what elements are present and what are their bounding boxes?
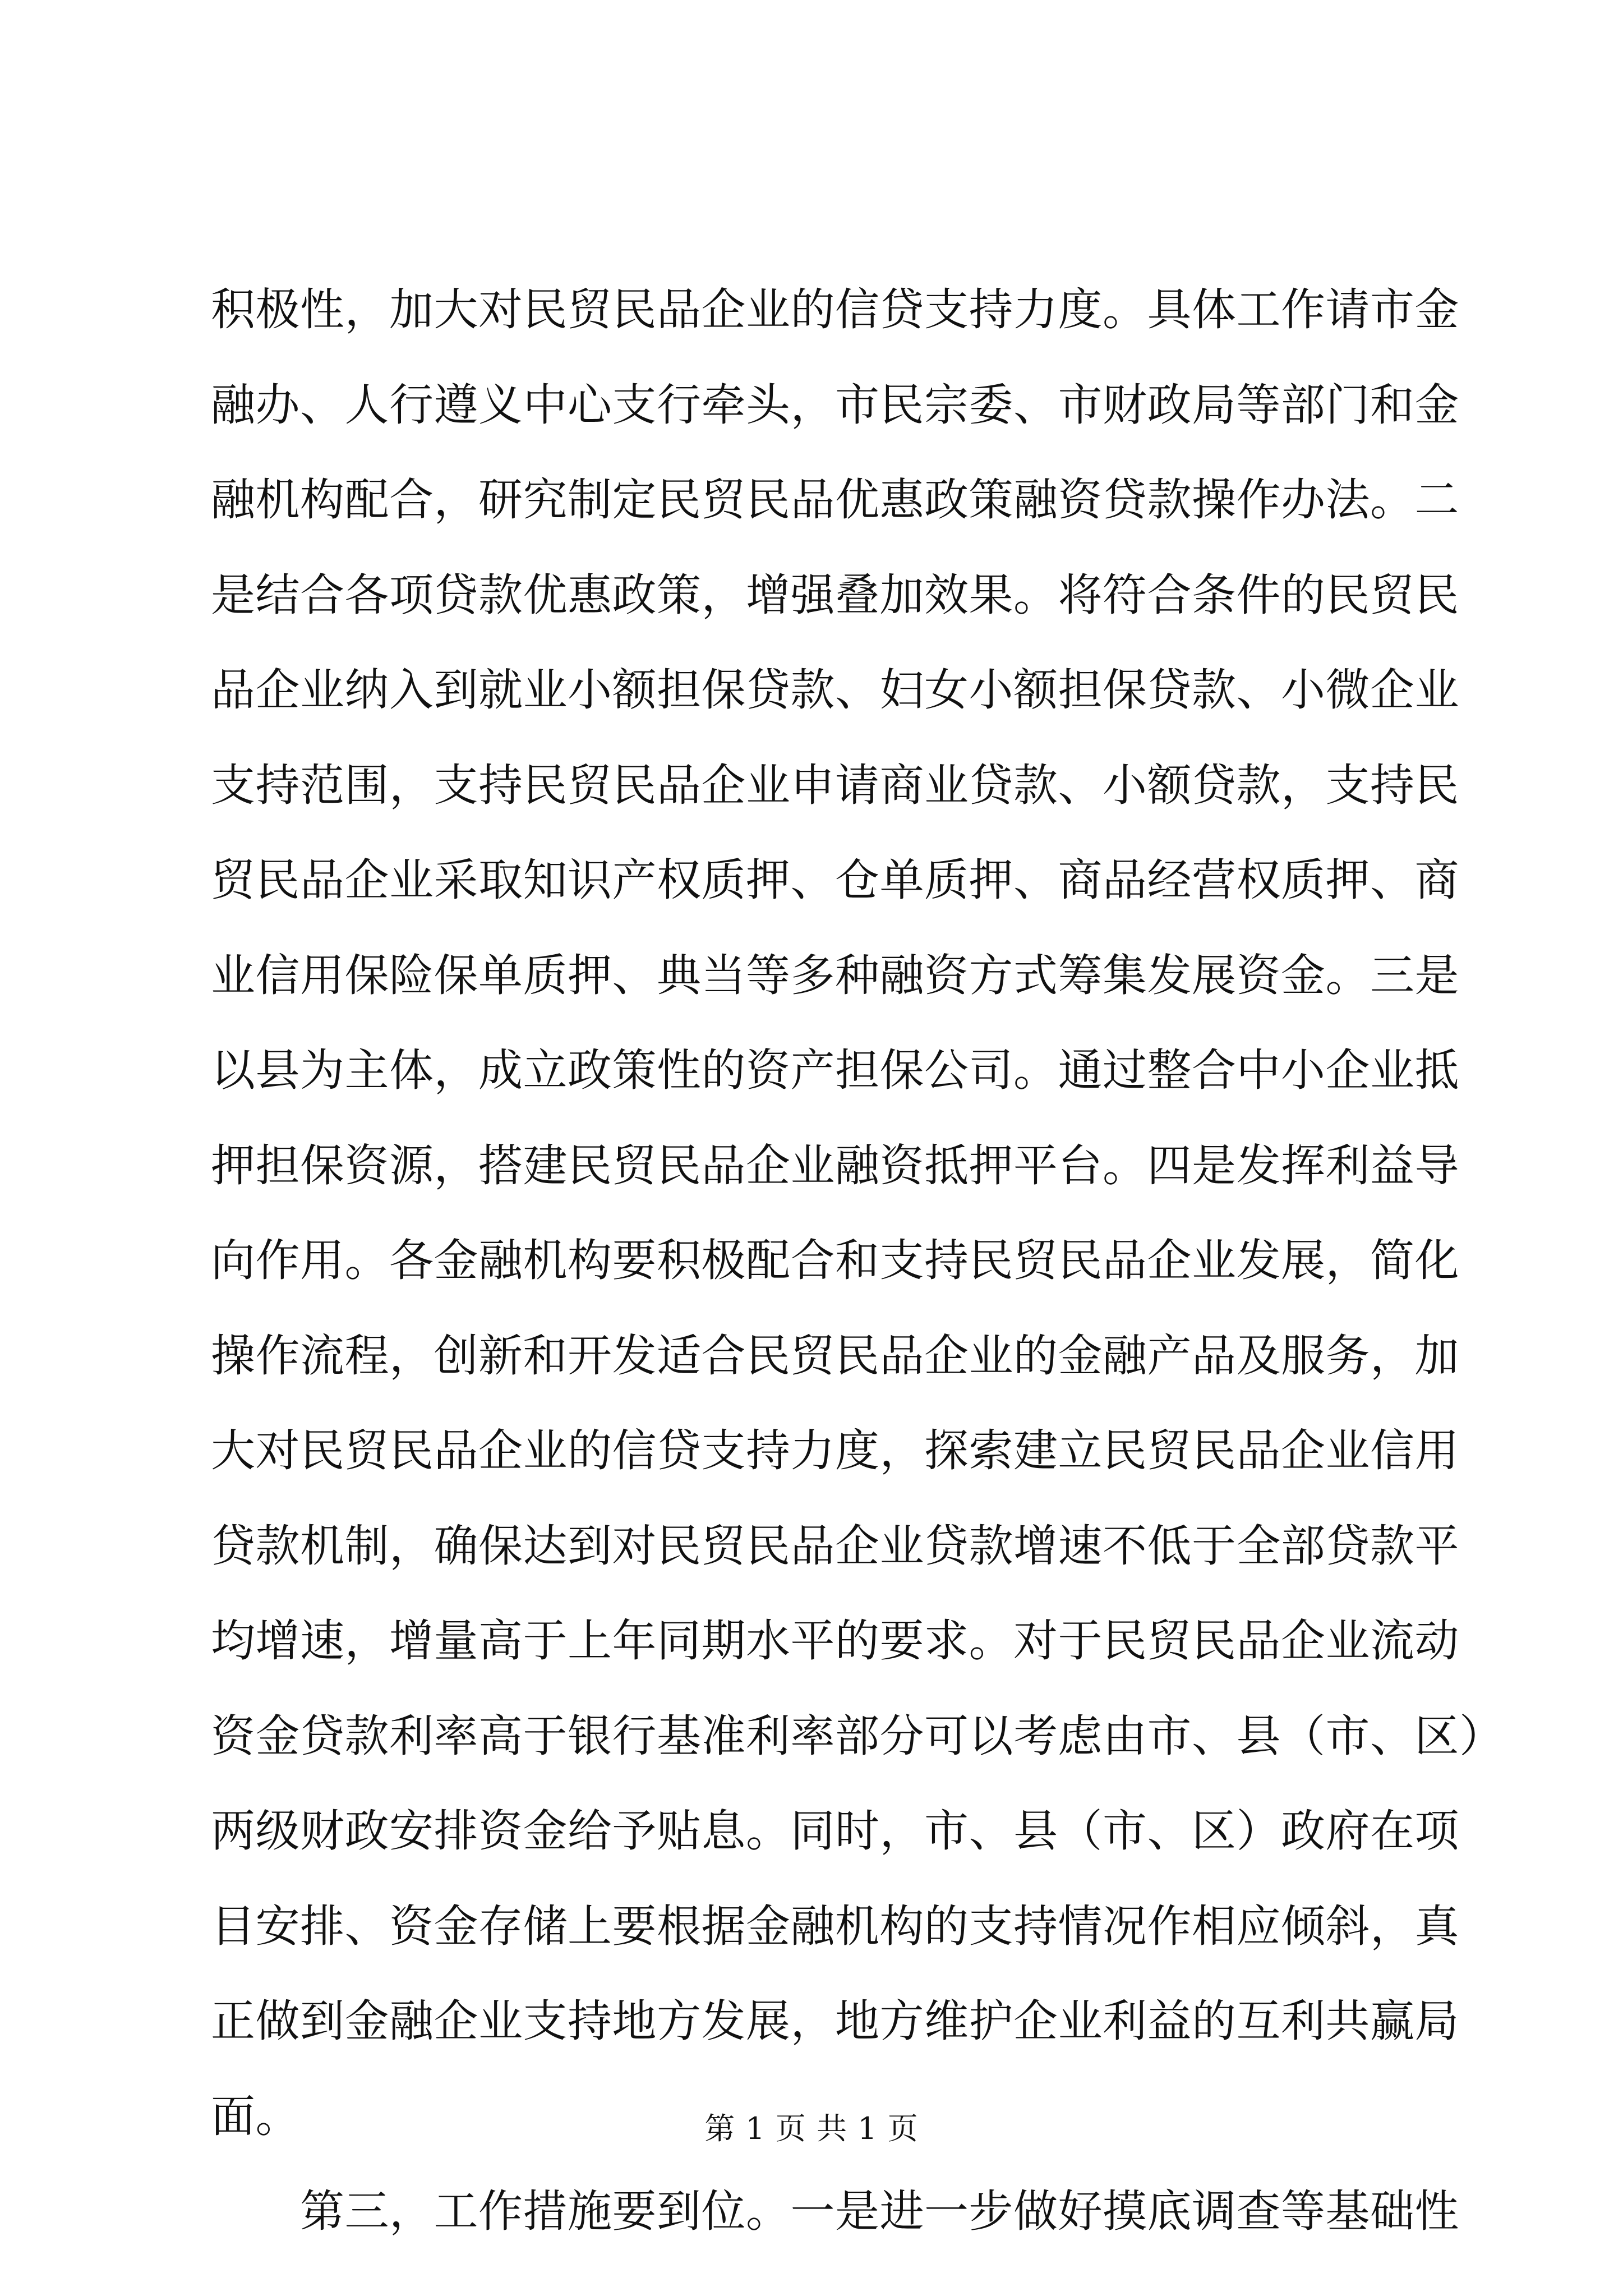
text-line: 以县为主体，成立政策性的资产担保公司。通过整合中小企业抵 (211, 1045, 1459, 1096)
text-line: 融办、人行遵义中心支行牵头，市民宗委、市财政局等部门和金 (211, 379, 1459, 431)
text-line: 面。 (211, 2090, 300, 2142)
page-footer: 第 1 页 共 1 页 (704, 2111, 919, 2146)
text-line: 正做到金融企业支持地方发展，地方维护企业利益的互利共赢局 (211, 1995, 1459, 2047)
text-line: 目安排、资金存储上要根据金融机构的支持情况作相应倾斜，真 (211, 1900, 1459, 1952)
document-body (211, 263, 1504, 2260)
text-line: 两级财政安排资金给予贴息。同时，市、县（市、区）政府在项 (211, 1805, 1459, 1857)
text-line: 业信用保险保单质押、典当等多种融资方式筹集发展资金。三是 (211, 949, 1459, 1001)
text-line: 支持范围，支持民贸民品企业申请商业贷款、小额贷款，支持民 (211, 759, 1459, 811)
text-line: 积极性，加大对民贸民品企业的信贷支持力度。具体工作请市金 (211, 284, 1459, 335)
text-line: 资金贷款利率高于银行基准利率部分可以考虑由市、县（市、区） (211, 1710, 1504, 1762)
text-line: 是结合各项贷款优惠政策，增强叠加效果。将符合条件的民贸民 (211, 569, 1459, 621)
text-line: 押担保资源，搭建民贸民品企业融资抵押平台。四是发挥利益导 (211, 1139, 1459, 1191)
text-line: 贷款机制，确保达到对民贸民品企业贷款增速不低于全部贷款平 (211, 1520, 1459, 1572)
text-line: 融机构配合，研究制定民贸民品优惠政策融资贷款操作办法。二 (211, 474, 1459, 526)
text-line: 贸民品企业采取知识产权质押、仓单质押、商品经营权质押、商 (211, 854, 1459, 906)
text-line: 品企业纳入到就业小额担保贷款、妇女小额担保贷款、小微企业 (211, 664, 1459, 716)
text-line: 均增速，增量高于上年同期水平的要求。对于民贸民品企业流动 (211, 1615, 1459, 1667)
text-line: 大对民贸民品企业的信贷支持力度，探索建立民贸民品企业信用 (211, 1425, 1459, 1476)
text-line: 向作用。各金融机构要积极配合和支持民贸民品企业发展，简化 (211, 1235, 1459, 1286)
text-line: 操作流程，创新和开发适合民贸民品企业的金融产品及服务，加 (211, 1329, 1459, 1382)
text-line: 第三，工作措施要到位。一是进一步做好摸底调查等基础性 (211, 2185, 1459, 2237)
